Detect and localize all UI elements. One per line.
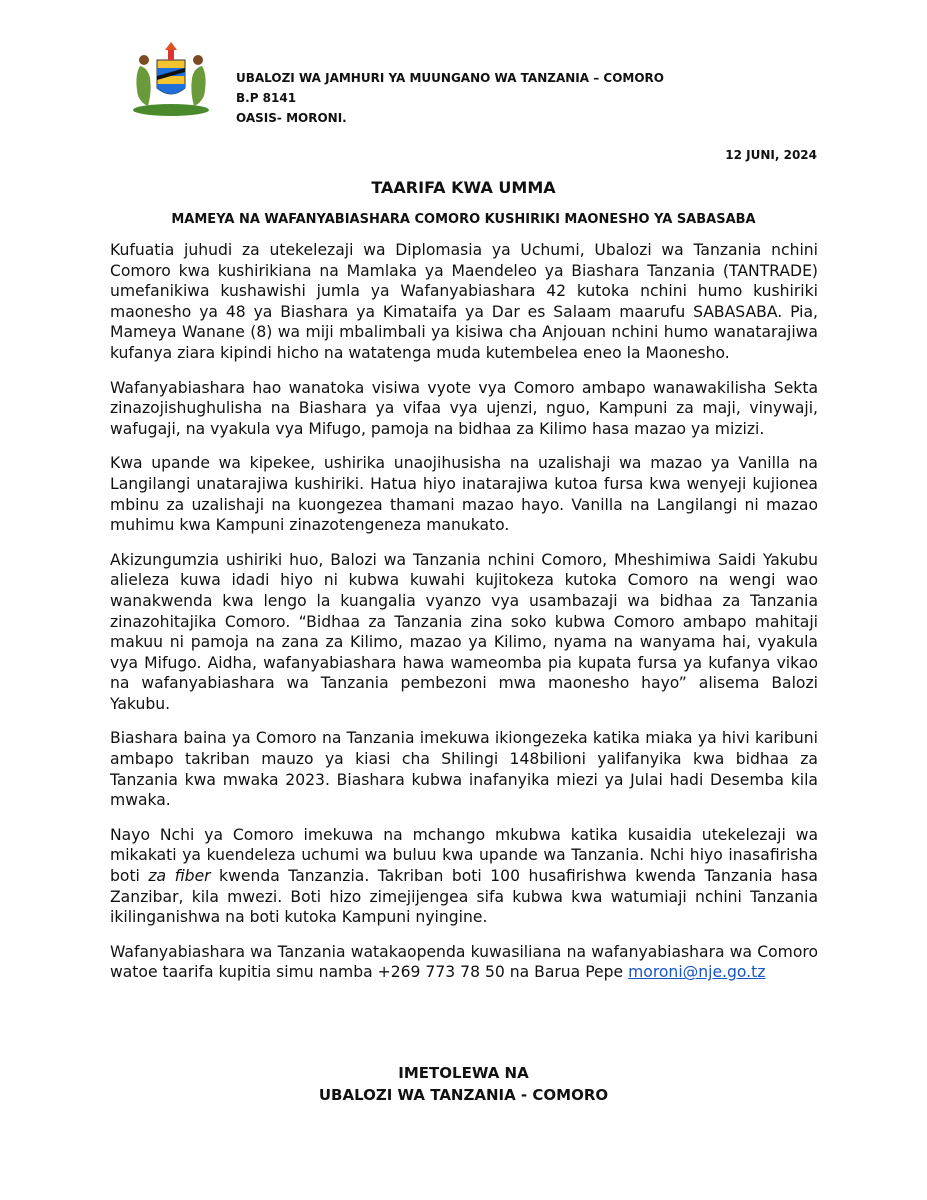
document-date: 12 JUNI, 2024 [725, 148, 817, 162]
paragraph-7 [110, 942, 818, 983]
paragraph-7-text: Wafanyabiashara wa Tanzania watakaopenda kuwasiliana na wafanyabiashara wa Comoro watoe taarifa kupitia simu namba +269 773 78 50 na Barua Pepe [110, 942, 818, 982]
coat-of-arms-emblem [128, 36, 214, 118]
paragraph-3: Kwa upande wa kipekee, ushirika unaojihusisha na uzalishaji wa mazao ya Vanilla na Langilangi unatarajiwa kushiriki. Hatua hiyo inatarajiwa kutoa fursa kwa wenyeji kujionea mbinu za uzalishaji na kuongezea thamani mazao hayo. Vanilla na Langilangi ni mazao muhimu kwa Kampuni zinazotengeneza manukato. [110, 454, 818, 535]
issued-by [0, 1062, 927, 1106]
po-box: B.P 8141 [236, 91, 297, 105]
address: OASIS- MORONI. [236, 111, 347, 125]
paragraph-1: Kufuatia juhudi za utekelezaji wa Diplomasia ya Uchumi, Ubalozi wa Tanzania nchini Comoro kwa kushirikiana na Mamlaka ya Maendeleo ya Biashara Tanzania (TANTRADE) umefanikiwa kushawishi jumla ya Wafanyabiashara 42 kutoka nchini humo kushiriki maonesho ya 48 ya Biashara ya Kimataifa ya Dar es Salaam maarufu SABASABA. Pia, Mameya Wanane (8) wa miji mbalimbali ya kisiwa cha Anjouan nchini humo wanatarajiwa kufanya ziara kipindi hicho na watatenga muda kutembelea eneo la Maonesho. [110, 241, 818, 362]
embassy-header [236, 68, 664, 128]
email-link[interactable]: moroni@nje.go.tz [628, 963, 766, 982]
document-title: TAARIFA KWA UMMA [371, 178, 556, 197]
paragraph-5: Biashara baina ya Comoro na Tanzania imekuwa ikiongezeka katika miaka ya hivi karibuni ambapo takriban mauzo ya kiasi cha Shilingi 148bilioni yalifanyika kwa bidhaa za Tanzania kwa mwaka 2023. Biashara kubwa inafanyika miezi ya Julai hadi Desemba kila mwaka. [110, 729, 818, 810]
document-subtitle: MAMEYA NA WAFANYABIASHARA COMORO KUSHIRIKI MAONESHO YA SABASABA [171, 212, 756, 227]
paragraph-6-italic: za fiber [148, 867, 211, 886]
issued-by-label: IMETOLEWA NA [398, 1064, 529, 1082]
issued-by-embassy: UBALOZI WA TANZANIA - COMORO [318, 1086, 609, 1104]
paragraph-6-text-a: Nayo Nchi ya Comoro imekuwa na mchango mkubwa katika kusaidia utekelezaji wa mikakati ya kuendeleza uchumi wa buluu kwa upande wa Tanzania. Nchi hiyo inasafirisha boti [110, 825, 818, 886]
document-body [110, 240, 818, 997]
paragraph-4: Akizungumzia ushiriki huo, Balozi wa Tanzania nchini Comoro, Mheshimiwa Saidi Yakubu alieleza kuwa idadi hiyo ni kubwa kuwahi kujitokeza kutoka Comoro na wengi wao wanakwenda kwa lengo la kuangalia vyanzo vya usambazaji wa bidhaa za Tanzania zinazohitajika Comoro. “Bidhaa za Tanzania zina soko kubwa Comoro ambapo mahitaji makuu ni pamoja na zana za Kilimo, mazao ya Kilimo, nyama na wanyama hai, vyakula vya Mifugo. Aidha, wafanyabiashara hawa wameomba pia kupata fursa ya kufanya vikao na wafanyabiashara wa Tanzania pembezoni mwa maonesho hayo” alisema Balozi Yakubu. [110, 550, 818, 713]
embassy-name: UBALOZI WA JAMHURI YA MUUNGANO WA TANZANIA – COMORO [236, 71, 664, 85]
paragraph-6 [110, 825, 818, 928]
paragraph-2: Wafanyabiashara hao wanatoka visiwa vyote vya Comoro ambapo wanawakilisha Sekta zinazojishughulisha na Biashara ya vifaa vya ujenzi, nguo, Kampuni za maji, vinywaji, wafugaji, na vyakula vya Mifugo, pamoja na bidhaa za Kilimo hasa mazao ya mizizi. [110, 378, 818, 438]
paragraph-6-text-b: kwenda Tanzanzia. Takriban boti 100 husafirishwa kwenda Tanzania hasa Zanzibar, kila mwezi. Boti hizo zimejijengea sifa kubwa kwa watumiaji nchini Tanzania ikilinganishwa na boti kutoka Kampuni nyingine. [110, 867, 818, 927]
